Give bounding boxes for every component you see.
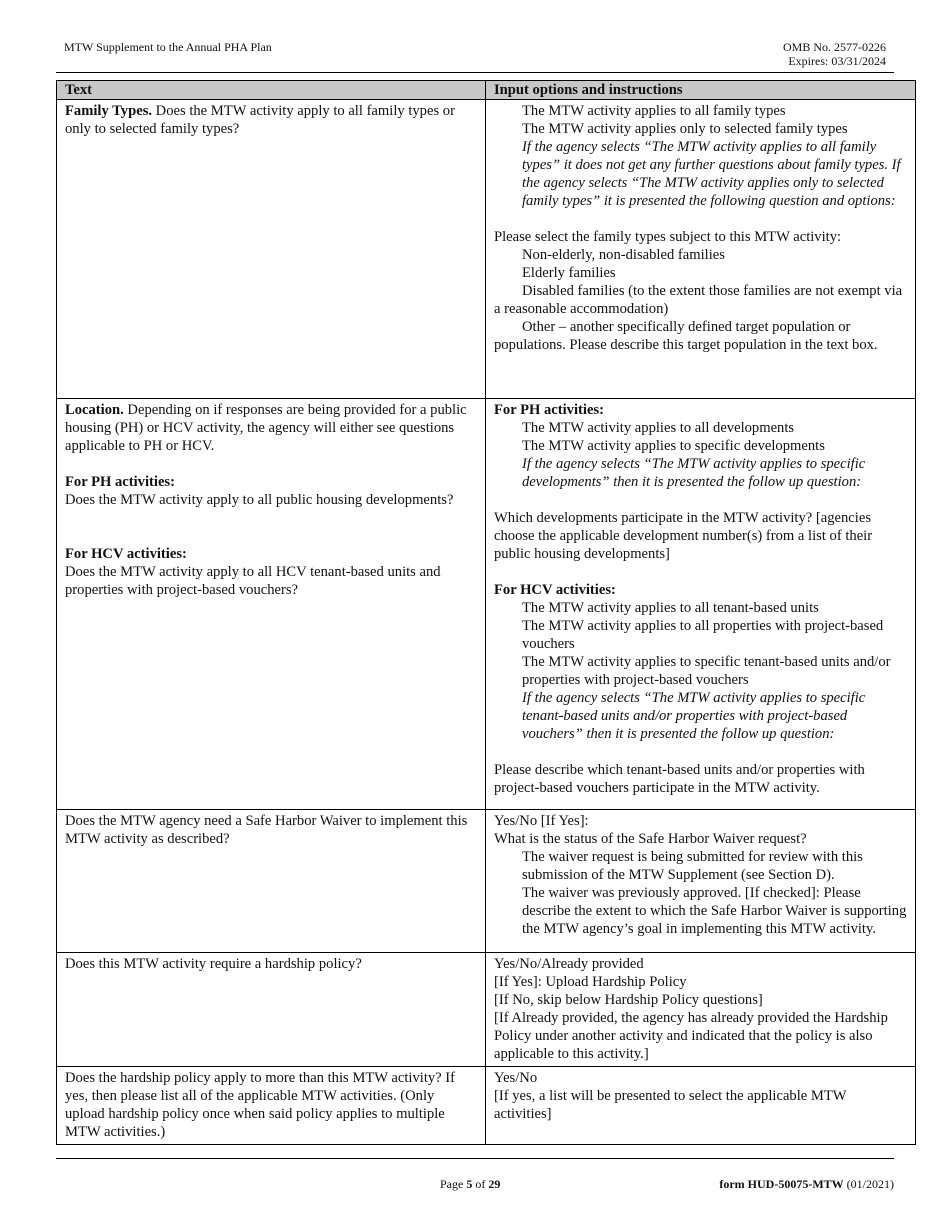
checkbox-icon[interactable] xyxy=(512,254,515,257)
checkbox-icon[interactable] xyxy=(512,445,515,448)
option-specific-developments[interactable]: The MTW activity applies to specific developments xyxy=(494,437,907,455)
hcv-heading-left: For HCV activities: xyxy=(65,546,187,562)
hardship-multi-note: [If yes, a list will be presented to select the applicable MTW activities] xyxy=(494,1088,847,1122)
ph-question: Does the MTW activity apply to all public housing developments? xyxy=(65,492,454,508)
option-waiver-approved[interactable]: The waiver was previously approved. [If checked]: Please describe the extent to which the Safe Harbor Waiver is supporting the MTW agency’s goal in implementing this MTW activity. xyxy=(494,884,907,938)
checkbox-icon[interactable] xyxy=(512,607,515,610)
mtw-questions-table xyxy=(56,80,916,1145)
ph-heading-left: For PH activities: xyxy=(65,474,175,490)
hardship-upload-note: [If Yes]: Upload Hardship Policy xyxy=(494,974,687,990)
hcv-heading-right: For HCV activities: xyxy=(494,582,616,598)
checkbox-icon[interactable] xyxy=(512,856,515,859)
option-waiver-submitted[interactable]: The waiver request is being submitted for review with this submission of the MTW Supplement (see Section D). xyxy=(494,848,907,884)
ph-heading-right: For PH activities: xyxy=(494,402,604,418)
family-types-options xyxy=(486,100,916,399)
hardship-multi-answer: Yes/No xyxy=(494,1070,538,1086)
location-label: Location. xyxy=(65,402,124,418)
table-row xyxy=(57,810,916,953)
table-row xyxy=(57,953,916,1067)
hardship-multi-question: Does the hardship policy apply to more than this MTW activity? If yes, then please list all of the applicable MTW activities. (Only upload hardship policy once when said policy applies to multiple MTW activities.) xyxy=(57,1067,486,1145)
option-disabled[interactable]: Disabled families (to the extent those families are not exempt via a reasonable accommodation) xyxy=(494,283,903,317)
hardship-answer: Yes/No/Already provided xyxy=(494,956,644,972)
header-rule xyxy=(56,72,894,73)
checkbox-icon[interactable] xyxy=(512,128,515,131)
omb-number: OMB No. 2577-0226 xyxy=(782,40,886,54)
footer-rule xyxy=(56,1158,894,1159)
checkbox-icon[interactable] xyxy=(512,625,515,628)
hardship-options xyxy=(486,953,916,1067)
option-elderly[interactable]: Elderly families xyxy=(494,264,907,282)
option-all-project-based[interactable]: The MTW activity applies to all properties with project-based vouchers xyxy=(494,617,907,653)
hcv-instruction: If the agency selects “The MTW activity applies to specific tenant-based units and/or properties with project-based vouchers” then it is presented the follow up question: xyxy=(522,690,866,742)
hcv-question: Does the MTW activity apply to all HCV tenant-based units and properties with project-based vouchers? xyxy=(65,564,441,598)
family-types-instruction: If the agency selects “The MTW activity applies to all family types” it does not get any further questions about family types. If the agency selects “The MTW activity applies only to selected family types” it is presented the following question and options: xyxy=(522,139,901,209)
safe-harbor-question: Does the MTW agency need a Safe Harbor Waiver to implement this MTW activity as described? xyxy=(57,810,486,953)
checkbox-icon[interactable] xyxy=(512,427,515,430)
form-number: form HUD-50075-MTW (01/2021) xyxy=(719,1177,894,1191)
family-types-question: Family Types. Does the MTW activity apply to all family types or only to selected family types? xyxy=(57,100,486,399)
hardship-provided-note: [If Already provided, the agency has already provided the Hardship Policy under another activity and indicated that the policy is also applicable to this activity.] xyxy=(494,1010,888,1062)
checkbox-icon[interactable] xyxy=(512,110,515,113)
col-header-text: Text xyxy=(57,81,486,100)
option-selected-family-types[interactable]: The MTW activity applies only to selected family types xyxy=(494,120,907,138)
option-all-tenant-based[interactable]: The MTW activity applies to all tenant-based units xyxy=(494,599,907,617)
option-other[interactable]: Other – another specifically defined target population or populations. Please describe this target population in the text box. xyxy=(494,319,878,353)
checkbox-icon[interactable] xyxy=(512,892,515,895)
page-number: Page 5 of 29 xyxy=(440,1177,501,1191)
option-all-developments[interactable]: The MTW activity applies to all developments xyxy=(494,419,907,437)
family-types-prompt: Please select the family types subject to this MTW activity: xyxy=(494,229,842,245)
location-question: Location. Depending on if responses are being provided for a public housing (PH) or HCV activity, the agency will either see questions applicable to PH or HCV. For PH activities: Does the MTW activity apply to all public housing developments? For HCV activities: Does the MTW activity apply to all HCV tenant-based units and properties with project-based vouchers? xyxy=(57,399,486,810)
checkbox-icon[interactable] xyxy=(512,272,515,275)
hardship-question: Does this MTW activity require a hardship policy? xyxy=(57,953,486,1067)
header-title: MTW Supplement to the Annual PHA Plan xyxy=(64,40,272,54)
option-specific-units[interactable]: The MTW activity applies to specific tenant-based units and/or properties with project-based vouchers xyxy=(494,653,907,689)
table-row xyxy=(57,1067,916,1145)
option-all-family-types[interactable]: The MTW activity applies to all family types xyxy=(494,102,907,120)
hardship-multi-options xyxy=(486,1067,916,1145)
safe-harbor-yes-no: Yes/No [If Yes]: xyxy=(494,813,589,829)
hardship-skip-note: [If No, skip below Hardship Policy questions] xyxy=(494,992,763,1008)
header-omb-block xyxy=(783,40,886,68)
col-header-input: Input options and instructions xyxy=(486,81,916,100)
table-header-row xyxy=(57,81,916,100)
table-row xyxy=(57,399,916,810)
ph-instruction: If the agency selects “The MTW activity applies to specific developments” then it is presented the follow up question: xyxy=(522,456,866,490)
checkbox-icon[interactable] xyxy=(512,661,515,664)
safe-harbor-options xyxy=(486,810,916,953)
expiration-date: Expires: 03/31/2024 xyxy=(788,54,886,68)
option-non-elderly[interactable]: Non-elderly, non-disabled families xyxy=(494,246,907,264)
safe-harbor-status: What is the status of the Safe Harbor Waiver request? xyxy=(494,831,807,847)
location-options xyxy=(486,399,916,810)
hcv-follow-up: Please describe which tenant-based units and/or properties with project-based vouchers participate in the MTW activity. xyxy=(494,762,865,796)
table-row xyxy=(57,100,916,399)
family-types-label: Family Types. xyxy=(65,103,153,119)
ph-follow-up: Which developments participate in the MTW activity? [agencies choose the applicable development number(s) from a list of their public housing developments] xyxy=(494,510,873,562)
